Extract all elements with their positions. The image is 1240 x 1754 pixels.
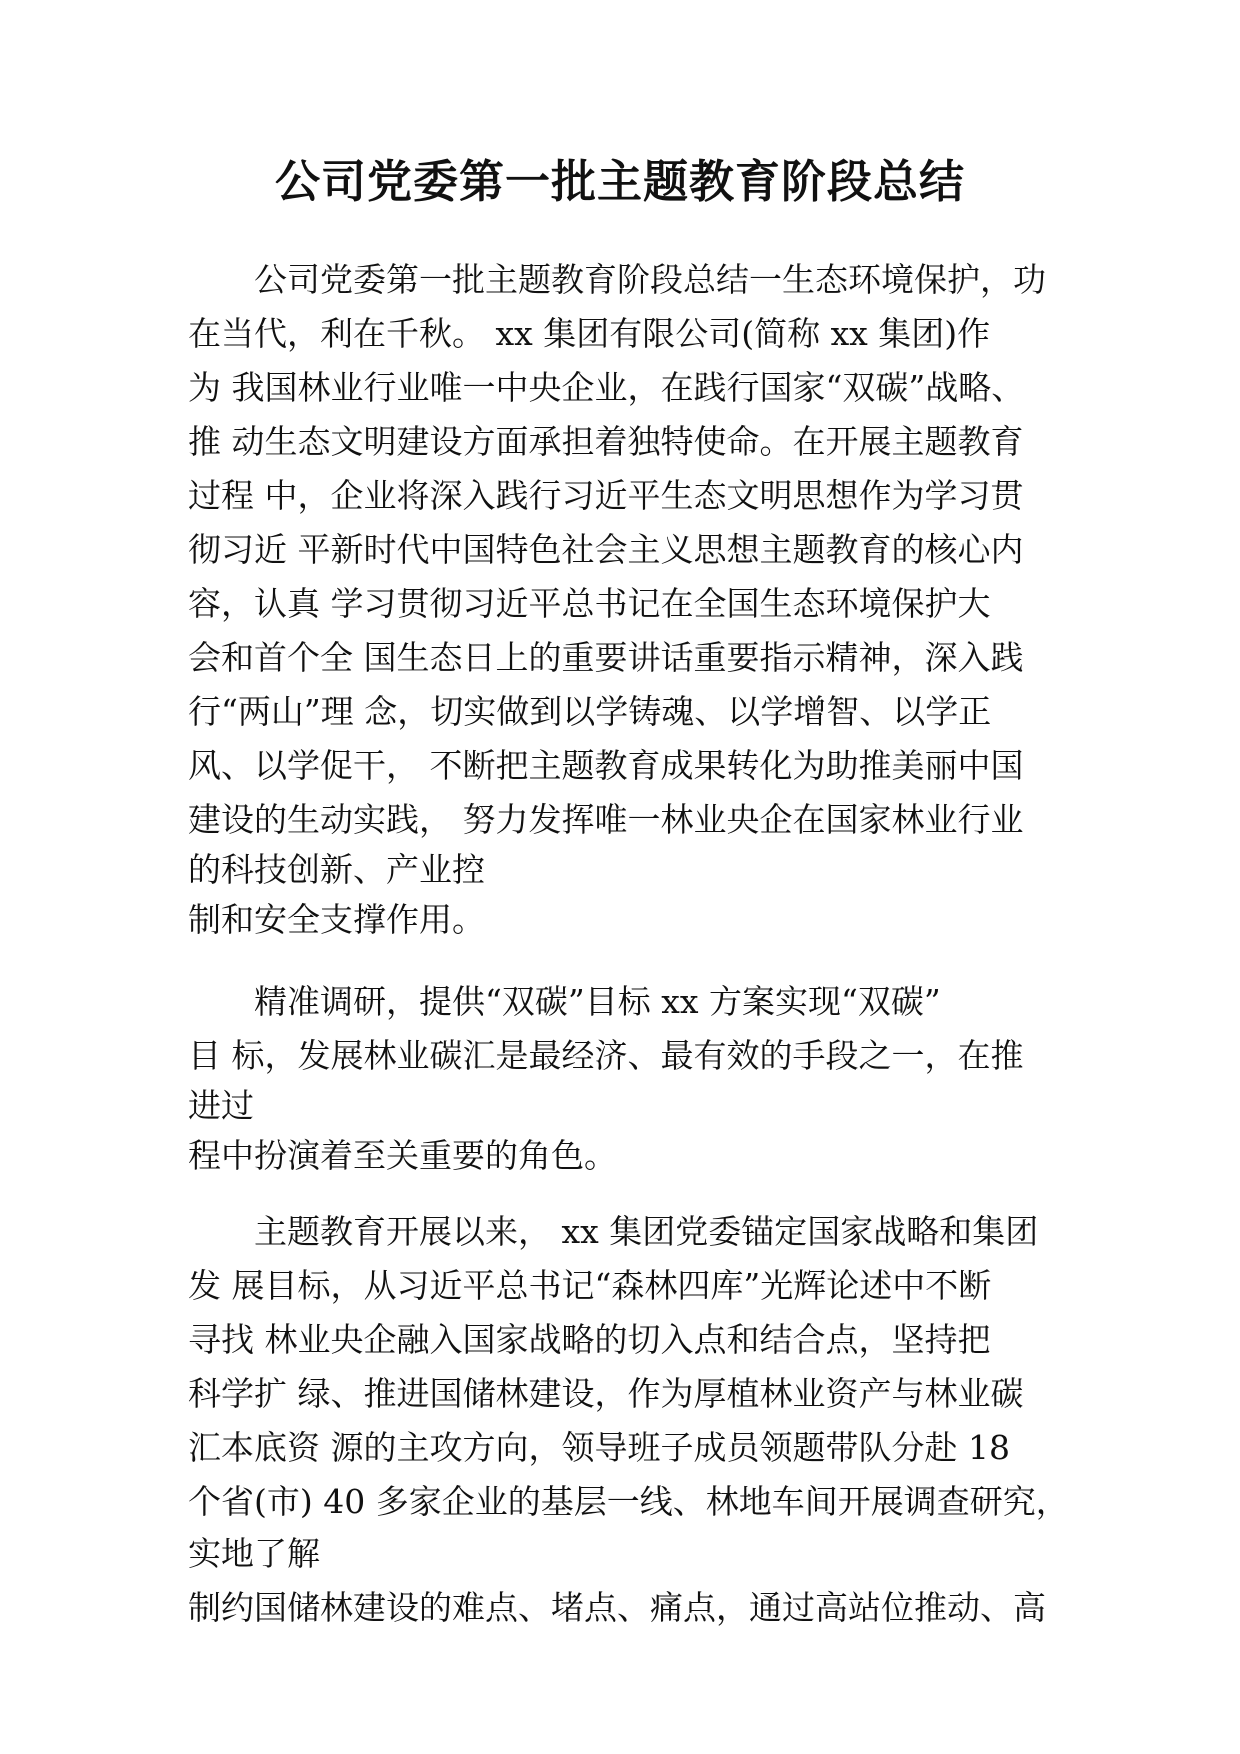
body-line: 精准调研，提供“双碳”目标 xx 方案实现“双碳”: [188, 982, 941, 1021]
body-line: 寻找 林业央企融入国家战略的切入点和结合点，坚持把: [188, 1320, 991, 1359]
body-line: 制和安全支撑作用。: [188, 900, 485, 939]
body-line: 目 标，发展林业碳汇是最经济、最有效的手段之一，在推: [188, 1036, 1024, 1075]
body-line: 公司党委第一批主题教育阶段总结一生态环境保护，功: [188, 260, 1046, 299]
body-line: 推 动生态文明建设方面承担着独特使命。在开展主题教育: [188, 422, 1024, 461]
body-line: 的科技创新、产业控: [188, 850, 485, 889]
body-line: 会和首个全 国生态日上的重要讲话重要指示精神，深入践: [188, 638, 1024, 677]
body-line: 为 我国林业行业唯一中央企业，在践行国家“双碳”战略、: [188, 368, 1025, 407]
body-line: 进过: [188, 1086, 254, 1125]
body-line: 建设的生动实践， 努力发挥唯一林业央企在国家林业行业: [188, 800, 1024, 839]
body-line: 制约国储林建设的难点、堵点、痛点，通过高站位推动、高: [188, 1588, 1046, 1627]
body-line: 科学扩 绿、推进国储林建设，作为厚植林业资产与林业碳: [188, 1374, 1024, 1413]
body-line: 发 展目标，从习近平总书记“森林四库”光辉论述中不断: [188, 1266, 992, 1305]
body-line: 彻习近 平新时代中国特色社会主义思想主题教育的核心内: [188, 530, 1024, 569]
body-line: 容，认真 学习贯彻习近平总书记在全国生态环境保护大: [188, 584, 991, 623]
body-line: 个省(市) 40 多家企业的基层一线、林地车间开展调查研究，: [188, 1482, 1069, 1521]
body-line: 程中扮演着至关重要的角色。: [188, 1136, 617, 1175]
body-line: 实地了解: [188, 1534, 320, 1573]
body-line: 过程 中，企业将深入践行习近平生态文明思想作为学习贯: [188, 476, 1024, 515]
document-title: 公司党委第一批主题教育阶段总结: [274, 155, 965, 208]
body-line: 在当代，利在千秋。 xx 集团有限公司(简称 xx 集团)作: [188, 314, 991, 353]
body-line: 风、以学促干， 不断把主题教育成果转化为助推美丽中国: [188, 746, 1024, 785]
body-line: 汇本底资 源的主攻方向，领导班子成员领题带队分赴 18: [188, 1428, 1010, 1467]
body-line: 行“两山”理 念，切实做到以学铸魂、以学增智、以学正: [188, 692, 992, 731]
body-line: 主题教育开展以来， xx 集团党委锚定国家战略和集团: [188, 1212, 1039, 1251]
